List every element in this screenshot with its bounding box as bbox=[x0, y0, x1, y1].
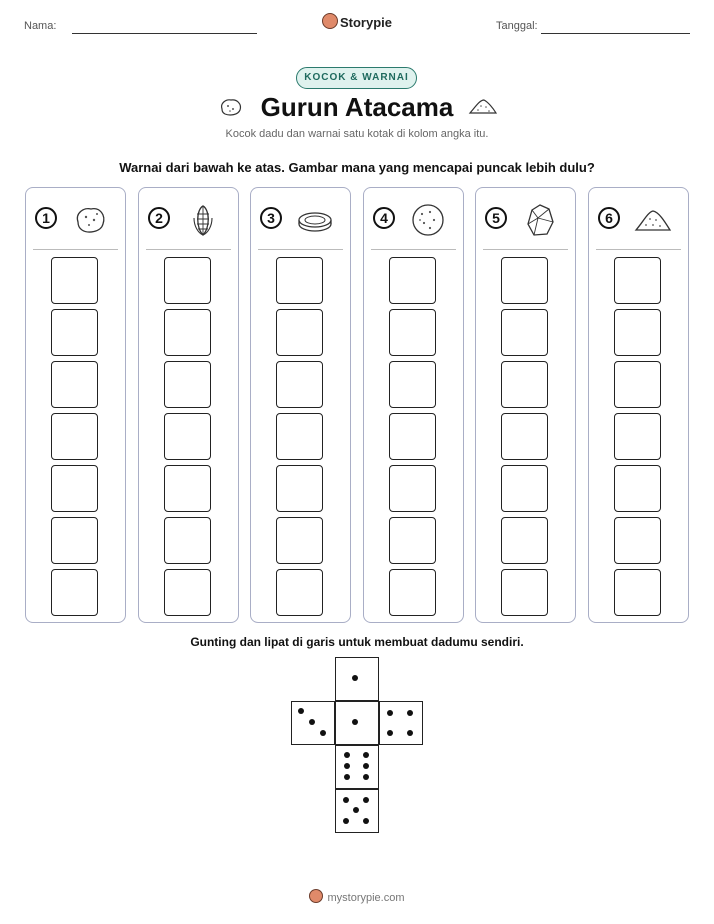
die-pip bbox=[363, 763, 369, 769]
die-pip bbox=[407, 730, 413, 736]
color-box[interactable] bbox=[501, 465, 548, 512]
color-box[interactable] bbox=[51, 257, 98, 304]
column-5 bbox=[475, 187, 576, 623]
color-box[interactable] bbox=[276, 413, 323, 460]
instruction-text: Warnai dari bawah ke atas. Gambar mana yang mencapai puncak lebih dulu? bbox=[119, 160, 595, 175]
die-pip bbox=[343, 797, 349, 803]
color-box[interactable] bbox=[501, 413, 548, 460]
column-number: 3 bbox=[260, 207, 282, 229]
color-box[interactable] bbox=[51, 361, 98, 408]
color-box[interactable] bbox=[501, 361, 548, 408]
die-face-5[interactable] bbox=[335, 789, 379, 833]
die-pip bbox=[344, 752, 350, 758]
die-pip bbox=[352, 719, 358, 725]
name-line[interactable] bbox=[72, 33, 257, 34]
column-number: 5 bbox=[485, 207, 507, 229]
color-box[interactable] bbox=[164, 465, 211, 512]
color-box[interactable] bbox=[276, 517, 323, 564]
color-box[interactable] bbox=[614, 465, 661, 512]
brand-logo bbox=[0, 13, 714, 30]
die-face-6[interactable] bbox=[335, 745, 379, 789]
color-box[interactable] bbox=[51, 309, 98, 356]
color-box[interactable] bbox=[389, 257, 436, 304]
die-pip bbox=[344, 763, 350, 769]
color-box[interactable] bbox=[51, 413, 98, 460]
footer-url[interactable]: mystorypie.com bbox=[327, 892, 405, 904]
brand-name: Storypie bbox=[339, 15, 392, 30]
page-subtitle: Kocok dadu dan warnai satu kotak di kolom angka itu. bbox=[225, 128, 489, 140]
die-pip bbox=[352, 675, 358, 681]
die-pip bbox=[320, 730, 326, 736]
date-label: Tanggal: bbox=[496, 20, 538, 32]
color-box[interactable] bbox=[51, 465, 98, 512]
color-box[interactable] bbox=[614, 309, 661, 356]
color-box[interactable] bbox=[389, 413, 436, 460]
column-number: 2 bbox=[148, 207, 170, 229]
column-divider bbox=[146, 249, 231, 250]
column-number: 1 bbox=[35, 207, 57, 229]
sand-pile-icon bbox=[468, 96, 498, 116]
column-number: 6 bbox=[598, 207, 620, 229]
color-box[interactable] bbox=[164, 517, 211, 564]
die-pip bbox=[387, 710, 393, 716]
column-number: 4 bbox=[373, 207, 395, 229]
die-pip bbox=[363, 797, 369, 803]
color-box[interactable] bbox=[614, 569, 661, 616]
color-box[interactable] bbox=[389, 361, 436, 408]
die-pip bbox=[343, 818, 349, 824]
die-pip bbox=[298, 708, 304, 714]
date-line[interactable] bbox=[541, 33, 690, 34]
color-box[interactable] bbox=[501, 257, 548, 304]
color-box[interactable] bbox=[276, 569, 323, 616]
color-box[interactable] bbox=[501, 309, 548, 356]
color-box[interactable] bbox=[276, 361, 323, 408]
color-box[interactable] bbox=[51, 517, 98, 564]
color-box[interactable] bbox=[276, 465, 323, 512]
crystal-icon bbox=[520, 200, 560, 240]
die-pip bbox=[407, 710, 413, 716]
color-box[interactable] bbox=[164, 569, 211, 616]
stone-icon bbox=[408, 200, 448, 240]
storypie-logo-icon bbox=[322, 13, 338, 29]
rock-icon bbox=[70, 200, 110, 240]
cut-instruction: Gunting dan lipat di garis untuk membuat dadumu sendiri. bbox=[190, 635, 524, 649]
color-box[interactable] bbox=[389, 517, 436, 564]
page-title: Gurun Atacama bbox=[260, 92, 454, 122]
storypie-logo-icon bbox=[309, 889, 323, 903]
column-divider bbox=[483, 249, 568, 250]
color-box[interactable] bbox=[614, 257, 661, 304]
die-pip bbox=[309, 719, 315, 725]
color-box[interactable] bbox=[614, 517, 661, 564]
corn-icon bbox=[183, 200, 223, 240]
column-3 bbox=[250, 187, 351, 623]
column-4 bbox=[363, 187, 464, 623]
name-label: Nama: bbox=[24, 20, 57, 32]
color-box[interactable] bbox=[51, 569, 98, 616]
color-box[interactable] bbox=[614, 413, 661, 460]
die-pip bbox=[387, 730, 393, 736]
column-1 bbox=[25, 187, 126, 623]
coin-icon bbox=[295, 200, 335, 240]
footer bbox=[0, 889, 714, 904]
color-box[interactable] bbox=[164, 361, 211, 408]
die-pip bbox=[344, 774, 350, 780]
color-box[interactable] bbox=[164, 413, 211, 460]
color-box[interactable] bbox=[164, 257, 211, 304]
color-box[interactable] bbox=[389, 465, 436, 512]
sand-pile-icon bbox=[633, 200, 673, 240]
die-face-4[interactable] bbox=[379, 701, 423, 745]
activity-badge: KOCOK & WARNAI bbox=[296, 67, 417, 89]
color-box[interactable] bbox=[276, 257, 323, 304]
column-divider bbox=[258, 249, 343, 250]
color-box[interactable] bbox=[276, 309, 323, 356]
color-box[interactable] bbox=[164, 309, 211, 356]
column-divider bbox=[596, 249, 681, 250]
die-pip bbox=[363, 774, 369, 780]
color-box[interactable] bbox=[501, 517, 548, 564]
column-2 bbox=[138, 187, 239, 623]
column-divider bbox=[371, 249, 456, 250]
color-box[interactable] bbox=[389, 309, 436, 356]
color-box[interactable] bbox=[614, 361, 661, 408]
color-box[interactable] bbox=[389, 569, 436, 616]
color-box[interactable] bbox=[501, 569, 548, 616]
die-face-3[interactable] bbox=[291, 701, 335, 745]
die-face-1[interactable] bbox=[335, 657, 379, 701]
die-face-1b[interactable] bbox=[335, 701, 379, 745]
column-divider bbox=[33, 249, 118, 250]
die-pip bbox=[363, 818, 369, 824]
die-pip bbox=[353, 807, 359, 813]
column-6 bbox=[588, 187, 689, 623]
die-pip bbox=[363, 752, 369, 758]
